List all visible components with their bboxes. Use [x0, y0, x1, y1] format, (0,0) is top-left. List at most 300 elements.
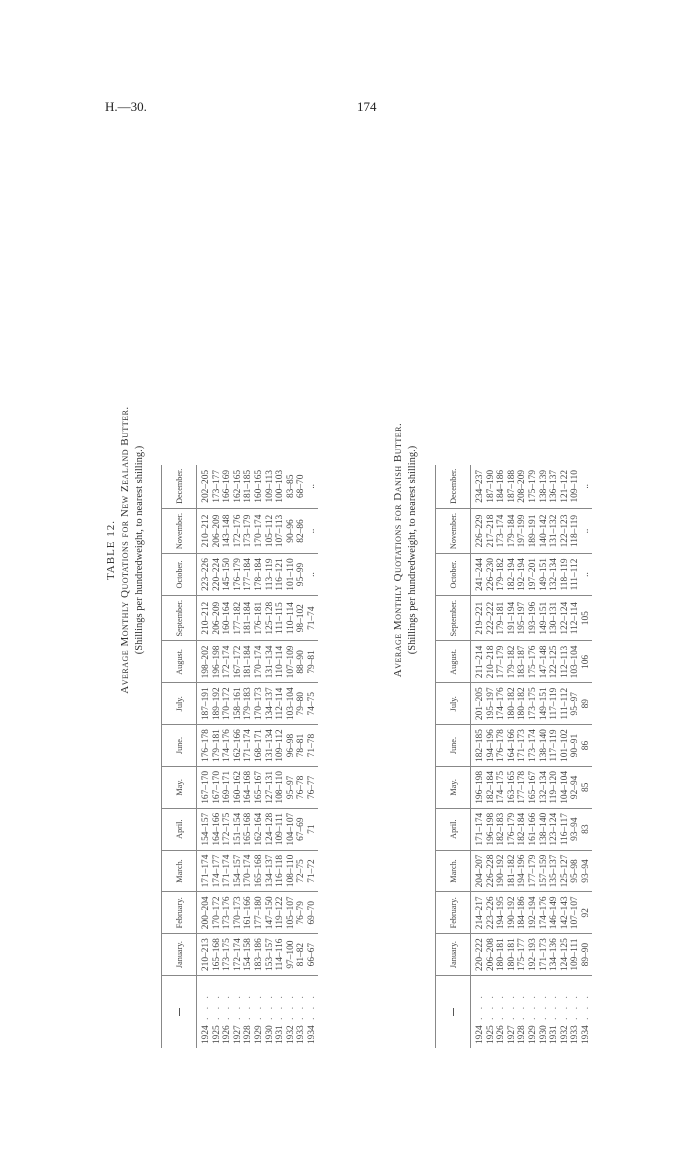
month-header: November.	[162, 508, 197, 553]
price-cell: 111–112	[560, 683, 571, 725]
price-cell: 81–82	[296, 934, 307, 976]
leader-dots: . . .	[580, 993, 591, 1026]
price-cell: 192–194	[517, 554, 528, 596]
dk-table-body	[471, 465, 592, 1048]
year-cell	[243, 976, 254, 1049]
price-cell: 79–80	[296, 683, 307, 725]
price-cell: 101–102	[560, 725, 571, 767]
price-cell: 78–81	[296, 725, 307, 767]
table-row	[581, 465, 592, 1048]
leader-dots: . . .	[506, 993, 517, 1026]
price-cell: 214–217	[471, 892, 486, 934]
price-cell: 167–172	[233, 641, 244, 683]
price-cell: 187–190	[486, 465, 497, 509]
price-cell: 170–174	[254, 508, 265, 553]
price-cell: 177–178	[517, 766, 528, 808]
price-cell: 107–109	[286, 641, 297, 683]
year-cell	[212, 976, 223, 1049]
price-cell: 182–183	[496, 808, 507, 850]
price-cell: 211–214	[471, 641, 486, 683]
year-label: 1927	[506, 1025, 517, 1044]
price-cell: 182–184	[486, 766, 497, 808]
price-cell: 72–75	[296, 850, 307, 892]
price-cell: 175–179	[528, 465, 539, 509]
price-cell: 135–137	[549, 850, 560, 892]
price-cell: 182–194	[507, 554, 518, 596]
price-cell: 180–181	[507, 934, 518, 976]
price-cell: 183–186	[254, 934, 265, 976]
price-cell: 210–212	[197, 508, 212, 553]
price-cell: 66–67	[307, 934, 318, 976]
price-cell: 175–177	[517, 934, 528, 976]
price-cell: 124–125	[560, 934, 571, 976]
month-header: May.	[162, 766, 197, 808]
price-cell: 162–165	[233, 465, 244, 509]
price-cell: 165–168	[254, 850, 265, 892]
price-cell: 167–170	[212, 766, 223, 808]
price-cell: 149–151	[539, 683, 550, 725]
price-cell: 146–149	[549, 892, 560, 934]
year-label: 1930	[538, 1025, 549, 1044]
price-cell: 174–176	[222, 725, 233, 767]
price-cell: 170–173	[254, 683, 265, 725]
price-cell: 171–173	[539, 934, 550, 976]
month-header: August.	[162, 641, 197, 683]
table-row	[254, 465, 265, 1048]
leader-dots: . . .	[296, 993, 307, 1026]
leader-dots: . . .	[485, 993, 496, 1026]
price-cell: 92–94	[570, 766, 581, 808]
price-cell: 220–224	[212, 554, 223, 596]
dash-mark	[179, 1008, 180, 1016]
price-cell: 161–166	[528, 808, 539, 850]
price-cell: 165–167	[254, 766, 265, 808]
price-cell: 170–172	[222, 683, 233, 725]
price-cell: 171–174	[243, 725, 254, 767]
price-cell: 132–134	[549, 554, 560, 596]
price-cell: 111–115	[275, 595, 286, 641]
price-cell: 149–151	[539, 595, 550, 641]
price-cell: 177–184	[243, 554, 254, 596]
table-row	[233, 465, 244, 1048]
price-cell: 226–230	[486, 554, 497, 596]
price-cell: 204–207	[471, 850, 486, 892]
year-label: 1924	[475, 1025, 485, 1044]
price-cell: 165–168	[243, 808, 254, 850]
nz-caption	[105, 210, 146, 890]
dk-caption	[392, 210, 419, 890]
price-cell: 131–134	[265, 641, 276, 683]
price-cell: 114–116	[275, 934, 286, 976]
price-cell: 71–74	[307, 595, 318, 641]
year-label: 1929	[253, 1025, 264, 1044]
table-row	[570, 465, 581, 1048]
price-cell: 177–180	[254, 892, 265, 934]
price-cell: 86	[581, 725, 592, 767]
price-cell: 169–171	[222, 766, 233, 808]
table-row	[296, 465, 307, 1048]
price-cell: 172–175	[222, 808, 233, 850]
table-row	[528, 465, 539, 1048]
price-cell: 153–157	[265, 934, 276, 976]
price-cell: 89–90	[581, 934, 592, 976]
leader-dots: . . .	[475, 993, 485, 1026]
year-label: 1929	[527, 1025, 538, 1044]
price-cell: 194–196	[486, 725, 497, 767]
price-cell: 220–222	[471, 934, 486, 976]
month-header: July.	[436, 683, 471, 725]
month-header: April.	[436, 808, 471, 850]
price-cell: 130–131	[549, 595, 560, 641]
price-cell: 145–150	[222, 554, 233, 596]
month-header: August.	[436, 641, 471, 683]
price-cell: 196–198	[212, 641, 223, 683]
year-label: 1934	[580, 1025, 591, 1044]
price-cell: 117–119	[549, 725, 560, 767]
price-cell: 131–132	[549, 508, 560, 553]
price-cell: 118–119	[570, 508, 581, 553]
price-cell: 112–114	[570, 595, 581, 641]
price-cell: 175–176	[528, 641, 539, 683]
table-row	[222, 465, 233, 1048]
leader-dots: . . .	[306, 993, 317, 1026]
price-cell: 176–178	[496, 725, 507, 767]
month-header: October.	[436, 554, 471, 596]
leader-dots: . . .	[496, 993, 507, 1026]
year-label: 1931	[275, 1025, 286, 1044]
year-cell	[560, 976, 571, 1049]
month-header: February.	[162, 892, 197, 934]
month-header: December.	[162, 465, 197, 509]
price-cell: 194–195	[496, 892, 507, 934]
price-cell: 132–134	[539, 766, 550, 808]
price-cell: 134–136	[549, 934, 560, 976]
month-header: September.	[436, 595, 471, 641]
price-cell: 68–70	[296, 465, 307, 509]
price-cell: 176–179	[233, 554, 244, 596]
year-label: 1931	[549, 1025, 560, 1044]
price-cell: 179–181	[212, 725, 223, 767]
price-cell: 190–192	[507, 892, 518, 934]
month-header: April.	[162, 808, 197, 850]
year-cell	[486, 976, 497, 1049]
price-cell: 170–174	[254, 641, 265, 683]
nz-butter-table	[161, 465, 318, 1048]
price-cell: 241–244	[471, 554, 486, 596]
price-cell: 83–85	[286, 465, 297, 509]
dk-header-row	[436, 465, 471, 1048]
price-cell: 210–212	[197, 595, 212, 641]
year-cell	[265, 976, 276, 1049]
year-cell	[307, 976, 318, 1049]
price-cell: 182–185	[471, 725, 486, 767]
month-header: March.	[162, 850, 197, 892]
price-cell: 67–69	[296, 808, 307, 850]
price-cell: 138–140	[539, 725, 550, 767]
leader-dots: . . .	[232, 993, 243, 1026]
price-cell: 187–188	[507, 465, 518, 509]
price-cell: 173–176	[222, 892, 233, 934]
price-cell: 95–97	[286, 766, 297, 808]
page-number: 174	[357, 99, 377, 114]
price-cell: 76–79	[296, 892, 307, 934]
price-cell: 76–77	[307, 766, 318, 808]
year-cell	[528, 976, 539, 1049]
price-cell: 194–196	[517, 850, 528, 892]
price-cell: 176–178	[197, 725, 212, 767]
price-cell: 123–124	[549, 808, 560, 850]
price-cell: 160–164	[222, 595, 233, 641]
price-cell: 210–218	[486, 641, 497, 683]
price-cell: 125–128	[265, 595, 276, 641]
price-cell: 83	[581, 808, 592, 850]
price-cell: 160–165	[254, 465, 265, 509]
table-row	[560, 465, 571, 1048]
price-cell: 105	[581, 595, 592, 641]
leader-dots: . . .	[222, 993, 233, 1026]
price-cell: 116–121	[275, 554, 286, 596]
year-cell	[549, 976, 560, 1049]
year-cell	[496, 976, 507, 1049]
price-cell: 226–228	[486, 850, 497, 892]
price-cell: 176–179	[507, 808, 518, 850]
nz-header-row	[162, 465, 197, 1048]
month-header: November.	[436, 508, 471, 553]
price-cell: 116–117	[560, 808, 571, 850]
year-label: 1928	[517, 1025, 528, 1044]
price-cell: 223–226	[486, 892, 497, 934]
price-cell: 105–112	[265, 508, 276, 553]
price-cell: 196–198	[471, 766, 486, 808]
price-cell: 105–107	[286, 892, 297, 934]
price-cell: 154–157	[197, 808, 212, 850]
price-cell: 222–222	[486, 595, 497, 641]
price-cell: 208–209	[517, 465, 528, 509]
year-column-header	[162, 976, 197, 1049]
price-cell: 138–140	[539, 808, 550, 850]
year-label: 1926	[496, 1025, 507, 1044]
price-cell: 93–94	[581, 850, 592, 892]
price-cell: 177–182	[233, 595, 244, 641]
month-header: March.	[436, 850, 471, 892]
price-cell: 111–112	[570, 554, 581, 596]
price-cell: 131–134	[265, 725, 276, 767]
price-cell: 71–72	[307, 850, 318, 892]
price-cell: 161–166	[243, 892, 254, 934]
price-cell: 134–137	[265, 850, 276, 892]
price-cell: 195–197	[486, 683, 497, 725]
price-cell: 117–119	[549, 683, 560, 725]
price-cell: 164–166	[212, 808, 223, 850]
price-cell: 174–175	[496, 766, 507, 808]
price-cell: 192–194	[528, 892, 539, 934]
rotated-page-content	[95, 0, 700, 1060]
price-cell: 143–148	[222, 508, 233, 553]
price-cell: 121–122	[560, 465, 571, 509]
dk-table-title: Average Monthly Quotations for Danish Butter.	[392, 422, 404, 678]
price-cell: 177–179	[496, 641, 507, 683]
price-cell: 104–107	[286, 808, 297, 850]
year-cell	[286, 976, 297, 1049]
page-reference: H.—30.	[105, 99, 147, 114]
leader-dots: . . .	[211, 993, 222, 1026]
price-cell: 210–213	[197, 934, 212, 976]
price-cell: 180–182	[517, 683, 528, 725]
price-cell: 79–81	[307, 641, 318, 683]
price-cell: 171–173	[517, 725, 528, 767]
price-cell: 164–168	[243, 766, 254, 808]
year-cell	[507, 976, 518, 1049]
price-cell: 179–182	[496, 554, 507, 596]
price-cell: 201–205	[471, 683, 486, 725]
year-cell	[275, 976, 286, 1049]
price-cell: 109–111	[275, 808, 286, 850]
leader-dots: . . .	[285, 993, 296, 1026]
price-cell: 136–137	[549, 465, 560, 509]
price-cell: 147–150	[265, 892, 276, 934]
price-cell: 217–218	[486, 508, 497, 553]
price-cell: 108–110	[286, 850, 297, 892]
price-cell: 89	[581, 683, 592, 725]
price-cell: 197–201	[528, 554, 539, 596]
price-cell: 95–98	[570, 850, 581, 892]
leader-dots: . . .	[538, 993, 549, 1026]
price-cell: 181–182	[507, 850, 518, 892]
price-cell: 180–181	[496, 934, 507, 976]
price-cell: 177–179	[528, 850, 539, 892]
price-cell: 173–174	[496, 508, 507, 553]
price-cell: 180–182	[507, 683, 518, 725]
year-column-header	[436, 976, 471, 1049]
price-cell: 172–174	[222, 641, 233, 683]
price-cell: 107–113	[275, 508, 286, 553]
price-cell: 110–114	[275, 641, 286, 683]
price-cell: 109–112	[275, 725, 286, 767]
month-header: February.	[436, 892, 471, 934]
price-cell: 154–157	[233, 850, 244, 892]
price-cell: 174–176	[539, 892, 550, 934]
price-cell: 109–111	[570, 934, 581, 976]
price-cell: 200–204	[197, 892, 212, 934]
price-cell: 158–161	[233, 683, 244, 725]
year-cell	[581, 976, 592, 1049]
dash-mark	[453, 1008, 454, 1016]
table-row	[471, 465, 486, 1048]
price-cell: 110–114	[286, 595, 297, 641]
year-label: 1932	[285, 1025, 296, 1044]
leader-dots: . . .	[201, 993, 211, 1026]
price-cell: 147–148	[539, 641, 550, 683]
price-cell: 189–192	[212, 683, 223, 725]
price-cell: 223–226	[197, 554, 212, 596]
price-cell: 109–110	[570, 465, 581, 509]
price-cell: 119–120	[549, 766, 560, 808]
price-cell: 181–184	[243, 595, 254, 641]
year-cell	[254, 976, 265, 1049]
nz-table-body	[197, 465, 318, 1048]
price-cell: ..	[581, 508, 592, 553]
price-cell: 112–114	[275, 683, 286, 725]
table-row	[275, 465, 286, 1048]
price-cell: 179–182	[507, 641, 518, 683]
table-row	[197, 465, 212, 1048]
price-cell: 98–102	[296, 595, 307, 641]
price-cell: 168–171	[254, 725, 265, 767]
leader-dots: . . .	[243, 993, 254, 1026]
price-cell: 202–205	[197, 465, 212, 509]
price-cell: 179–184	[507, 508, 518, 553]
table-number: TABLE 12.	[105, 519, 117, 581]
price-cell: 181–184	[243, 641, 254, 683]
price-cell: 134–137	[265, 683, 276, 725]
price-cell: 119–122	[275, 892, 286, 934]
table-row	[243, 465, 254, 1048]
price-cell: 197–199	[517, 508, 528, 553]
price-cell: 160–162	[233, 766, 244, 808]
price-cell: 173–177	[212, 465, 223, 509]
table-row	[286, 465, 297, 1048]
price-cell: 103–104	[286, 683, 297, 725]
price-cell: 173–175	[222, 934, 233, 976]
price-cell: 101–110	[286, 554, 297, 596]
price-cell: 85	[581, 766, 592, 808]
year-label: 1925	[485, 1025, 496, 1044]
nz-table-subtitle: (Shillings per hundredweight, to nearest shilling.)	[133, 445, 145, 655]
price-cell: 88–90	[296, 641, 307, 683]
price-cell: ..	[307, 508, 318, 553]
price-cell: 167–170	[197, 766, 212, 808]
price-cell: 122–123	[560, 508, 571, 553]
price-cell: 108–110	[275, 766, 286, 808]
price-cell: 193–196	[528, 595, 539, 641]
price-cell: 190–192	[496, 850, 507, 892]
leader-dots: . . .	[517, 993, 528, 1026]
price-cell: 107–107	[570, 892, 581, 934]
price-cell: 195–197	[517, 595, 528, 641]
price-cell: 95–99	[296, 554, 307, 596]
price-cell: 174–176	[496, 683, 507, 725]
price-cell: 95–97	[570, 683, 581, 725]
year-cell	[296, 976, 307, 1049]
price-cell: ..	[307, 554, 318, 596]
year-label: 1934	[306, 1025, 317, 1044]
price-cell: 149–151	[539, 554, 550, 596]
price-cell: 191–194	[507, 595, 518, 641]
month-header: September.	[162, 595, 197, 641]
price-cell: 179–183	[243, 683, 254, 725]
price-cell: 76–78	[296, 766, 307, 808]
year-cell	[197, 976, 212, 1049]
price-cell: 90–91	[570, 725, 581, 767]
price-cell: 100–103	[275, 465, 286, 509]
dk-butter-table	[435, 465, 592, 1048]
price-cell: 173–174	[528, 725, 539, 767]
leader-dots: . . .	[559, 993, 570, 1026]
month-header: May.	[436, 766, 471, 808]
table-row	[539, 465, 550, 1048]
table-row	[517, 465, 528, 1048]
month-header: January.	[436, 934, 471, 976]
price-cell: 162–166	[233, 725, 244, 767]
price-cell: 173–179	[243, 508, 254, 553]
year-cell	[222, 976, 233, 1049]
year-cell	[517, 976, 528, 1049]
table-row	[496, 465, 507, 1048]
price-cell: 174–177	[212, 850, 223, 892]
price-cell: 90–96	[286, 508, 297, 553]
price-cell: 122–125	[549, 641, 560, 683]
leader-dots: . . .	[264, 993, 275, 1026]
